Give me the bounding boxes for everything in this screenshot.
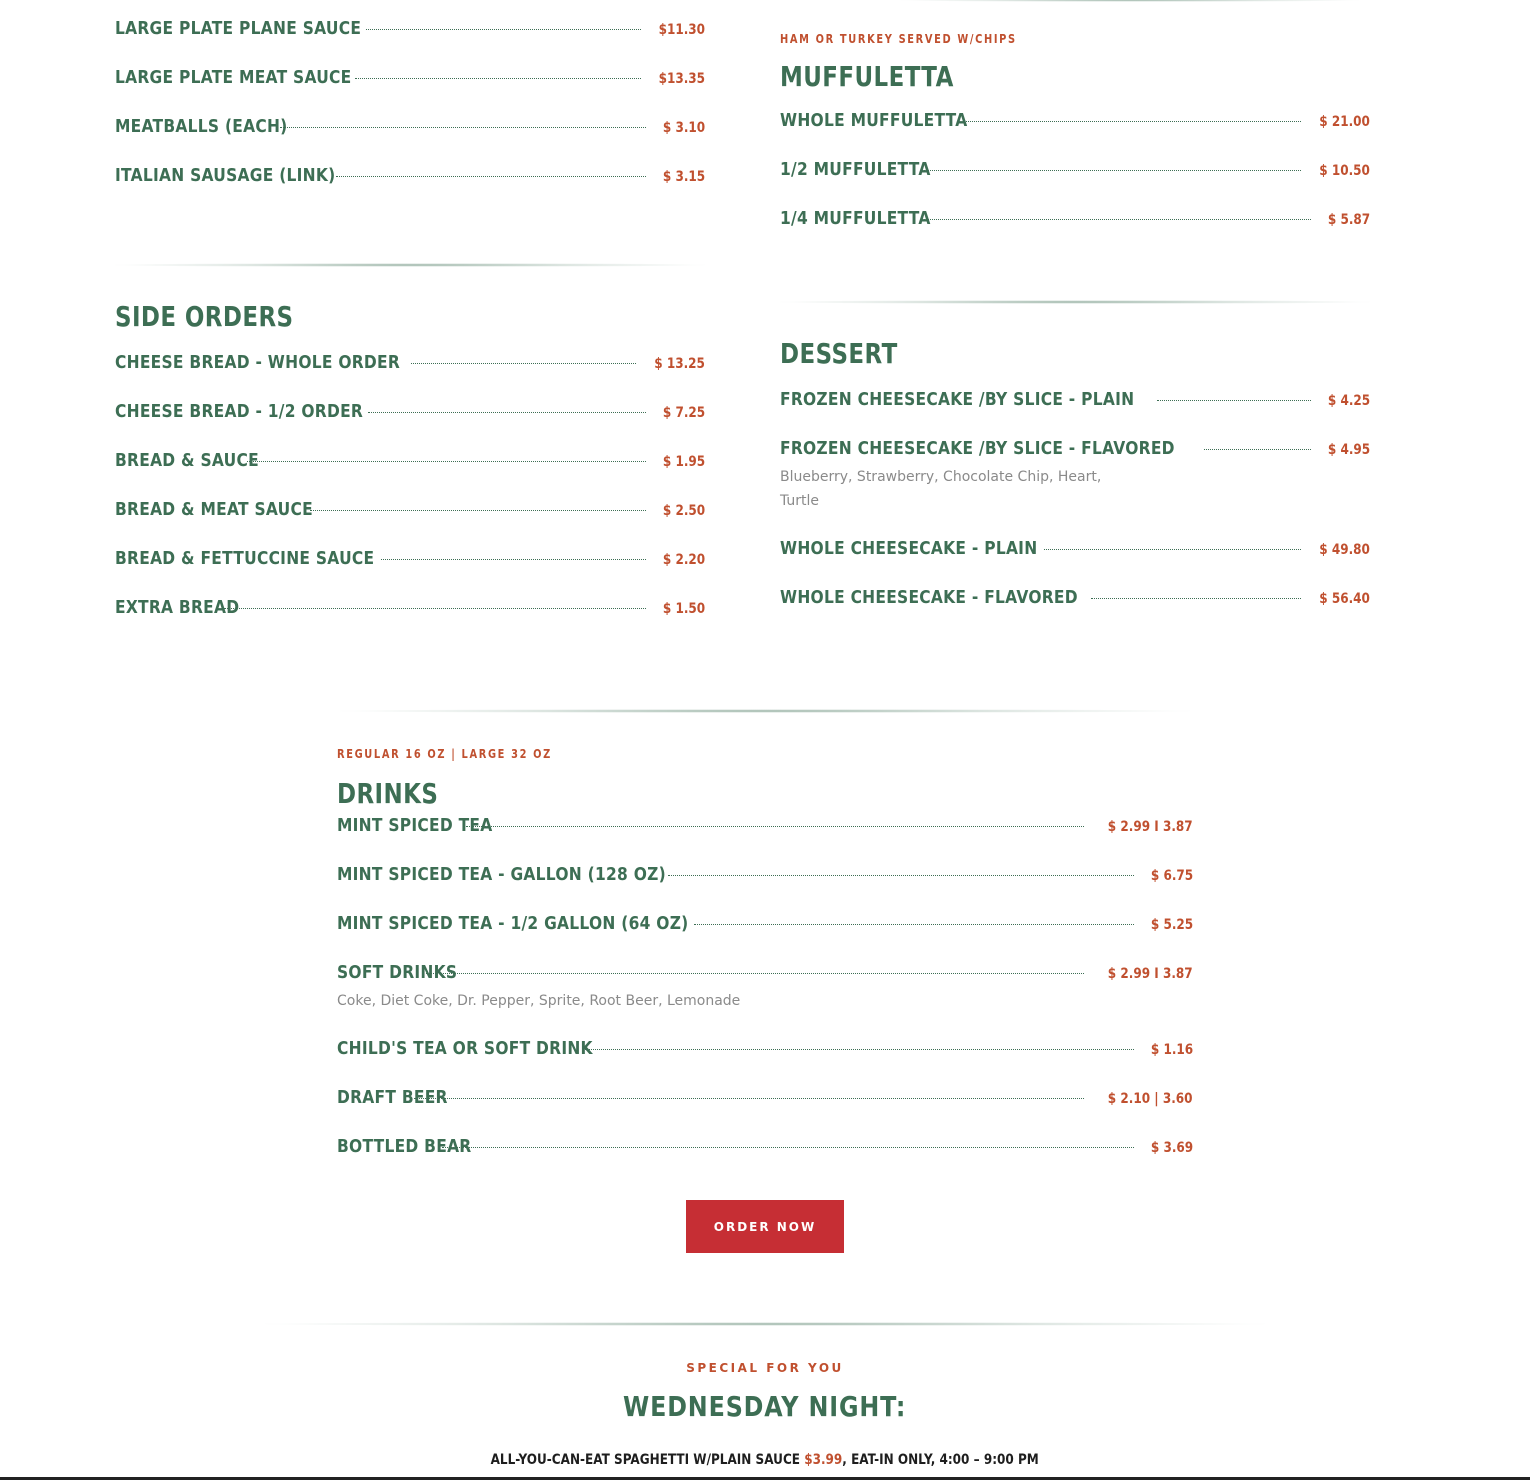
menu-item-name: CHEESE BREAD - 1/2 ORDER	[115, 401, 364, 422]
menu-item-price: $ 3.69	[1150, 1140, 1193, 1156]
menu-item	[115, 548, 705, 597]
menu-item	[780, 159, 1370, 208]
menu-item-name: LARGE PLATE MEAT SAUCE	[115, 67, 352, 88]
order-now-button[interactable]: ORDER NOW	[686, 1200, 844, 1253]
menu-item-price: $ 2.50	[662, 503, 705, 519]
special-line: ALL-YOU-CAN-EAT SPAGHETTI W/PLAIN SAUCE $3.99, EAT-IN ONLY, 4:00 – 9:00 PM	[490, 1452, 1040, 1468]
menu-item-price: $ 10.50	[1319, 163, 1370, 179]
special-label: SPECIAL FOR YOU	[686, 1361, 844, 1375]
menu-item-name: CHILD'S TEA OR SOFT DRINK	[337, 1038, 593, 1059]
dot-leader	[336, 175, 646, 177]
menu-item-name: WHOLE MUFFULETTA	[780, 110, 968, 131]
section-divider	[340, 709, 1190, 713]
menu-item	[115, 597, 705, 646]
menu-item-price: $ 6.75	[1150, 868, 1193, 884]
menu-item-description: Blueberry, Strawberry, Chocolate Chip, Heart, Turtle	[780, 469, 1102, 509]
special-title: WEDNESDAY NIGHT:	[623, 1390, 907, 1423]
menu-item-price: $ 7.25	[662, 405, 705, 421]
menu-item-name: BREAD & MEAT SAUCE	[115, 499, 313, 520]
menu-item	[115, 499, 705, 548]
menu-item-name: MEATBALLS (EACH)	[115, 116, 288, 137]
section-subtitle: REGULAR 16 OZ | LARGE 32 OZ	[337, 747, 552, 761]
side-orders-section	[115, 300, 705, 646]
menu-item	[780, 208, 1370, 257]
dot-leader	[1157, 399, 1311, 401]
menu-item-name: FROZEN CHEESECAKE /BY SLICE - PLAIN	[780, 389, 1135, 410]
dot-leader	[1044, 548, 1301, 550]
menu-item-name: DRAFT BEER	[337, 1087, 448, 1108]
dot-leader	[366, 28, 641, 30]
menu-item-price: $ 2.99 I 3.87	[1108, 819, 1193, 835]
menu-item-name: ITALIAN SAUSAGE (LINK)	[115, 165, 336, 186]
dot-leader	[694, 923, 1133, 925]
menu-item-name: BREAD & FETTUCCINE SAUCE	[115, 548, 375, 569]
dot-leader	[466, 825, 1084, 827]
section-title: MUFFULETTA	[780, 60, 954, 93]
dot-leader	[1204, 448, 1311, 450]
menu-item-name: 1/2 MUFFULETTA	[780, 159, 931, 180]
dot-leader	[247, 460, 646, 462]
menu-item	[337, 815, 1193, 864]
menu-item	[115, 18, 705, 67]
menu-item	[115, 67, 705, 116]
menu-item-price: $ 13.25	[654, 356, 705, 372]
menu-item-price: $ 21.00	[1319, 114, 1370, 130]
menu-item-price: $13.35	[658, 71, 705, 87]
dot-leader	[368, 411, 646, 413]
menu-item	[780, 538, 1370, 587]
menu-item	[115, 450, 705, 499]
special-description	[0, 1451, 1530, 1469]
menu-item	[337, 1038, 1193, 1087]
menu-item-name: FROZEN CHEESECAKE /BY SLICE - FLAVORED	[780, 438, 1175, 459]
menu-item	[115, 401, 705, 450]
dessert-section	[780, 337, 1370, 636]
menu-item	[337, 1087, 1193, 1136]
dot-leader	[414, 1097, 1084, 1099]
dot-leader	[381, 558, 646, 560]
menu-item-price: $ 49.80	[1319, 542, 1370, 558]
menu-item-name: 1/4 MUFFULETTA	[780, 208, 931, 229]
menu-item-price: $ 3.15	[662, 169, 705, 185]
dot-leader	[426, 972, 1085, 974]
menu-item	[115, 165, 705, 214]
dot-leader	[224, 607, 646, 609]
section-divider	[900, 0, 1360, 2]
menu-item-name: MINT SPICED TEA - GALLON (128 OZ)	[337, 864, 666, 885]
menu-item-price: $ 4.95	[1327, 442, 1370, 458]
menu-item-name: EXTRA BREAD	[115, 597, 240, 618]
dot-leader	[442, 1146, 1134, 1148]
menu-item	[337, 913, 1193, 962]
menu-item-name: MINT SPICED TEA - 1/2 GALLON (64 OZ)	[337, 913, 689, 934]
menu-item-price: $ 4.25	[1327, 393, 1370, 409]
menu-item	[337, 864, 1193, 913]
menu-item-price: $ 1.50	[662, 601, 705, 617]
menu-item-price: $ 1.16	[1150, 1042, 1193, 1058]
section-divider	[115, 263, 705, 267]
menu-item-name: WHOLE CHEESECAKE - PLAIN	[780, 538, 1038, 559]
menu-item-price: $ 56.40	[1319, 591, 1370, 607]
dot-leader	[920, 169, 1301, 171]
menu-item-price: $ 1.95	[662, 454, 705, 470]
dot-leader	[310, 509, 646, 511]
menu-item-name: BREAD & SAUCE	[115, 450, 259, 471]
menu-item	[780, 110, 1370, 159]
section-title: DRINKS	[337, 777, 439, 810]
section-divider	[265, 1322, 1265, 1326]
menu-item	[115, 116, 705, 165]
menu-item-price: $ 3.10	[662, 120, 705, 136]
menu-item	[115, 352, 705, 401]
menu-item-price: $ 2.20	[662, 552, 705, 568]
dot-leader	[963, 120, 1301, 122]
dot-leader	[1091, 597, 1301, 599]
menu-item-name: WHOLE CHEESECAKE - FLAVORED	[780, 587, 1078, 608]
menu-item-name: CHEESE BREAD - WHOLE ORDER	[115, 352, 401, 373]
muffuletta-section	[780, 30, 1370, 257]
dot-leader	[583, 1048, 1134, 1050]
menu-item	[780, 587, 1370, 636]
menu-item-name: SOFT DRINKS	[337, 962, 458, 983]
menu-item-price: $ 5.25	[1150, 917, 1193, 933]
special-title-wrap	[0, 1390, 1530, 1423]
menu-item-price: $11.30	[658, 22, 705, 38]
menu-item-price: $ 2.10 | 3.60	[1108, 1091, 1193, 1107]
dot-leader	[920, 218, 1311, 220]
dot-leader	[280, 126, 646, 128]
left-menu-column	[115, 18, 705, 214]
section-divider	[780, 300, 1370, 304]
menu-item-price: $ 5.87	[1327, 212, 1370, 228]
section-title: DESSERT	[780, 337, 898, 370]
dot-leader	[668, 874, 1134, 876]
section-title: SIDE ORDERS	[115, 300, 294, 333]
menu-item-name: BOTTLED BEAR	[337, 1136, 472, 1157]
menu-item	[780, 438, 1370, 538]
menu-item	[337, 962, 1193, 1038]
special-price: $3.99	[804, 1452, 843, 1468]
dot-leader	[411, 362, 636, 364]
menu-item	[780, 389, 1370, 438]
section-subtitle: HAM OR TURKEY SERVED W/CHIPS	[780, 32, 1017, 46]
dot-leader	[355, 77, 641, 79]
menu-item	[337, 1136, 1193, 1185]
menu-item-price: $ 2.99 I 3.87	[1108, 966, 1193, 982]
menu-item-name: LARGE PLATE PLANE SAUCE	[115, 18, 362, 39]
menu-item-description: Coke, Diet Coke, Dr. Pepper, Sprite, Root Beer, Lemonade	[337, 993, 741, 1009]
menu-item-name: MINT SPICED TEA	[337, 815, 493, 836]
drinks-section	[337, 745, 1193, 1185]
